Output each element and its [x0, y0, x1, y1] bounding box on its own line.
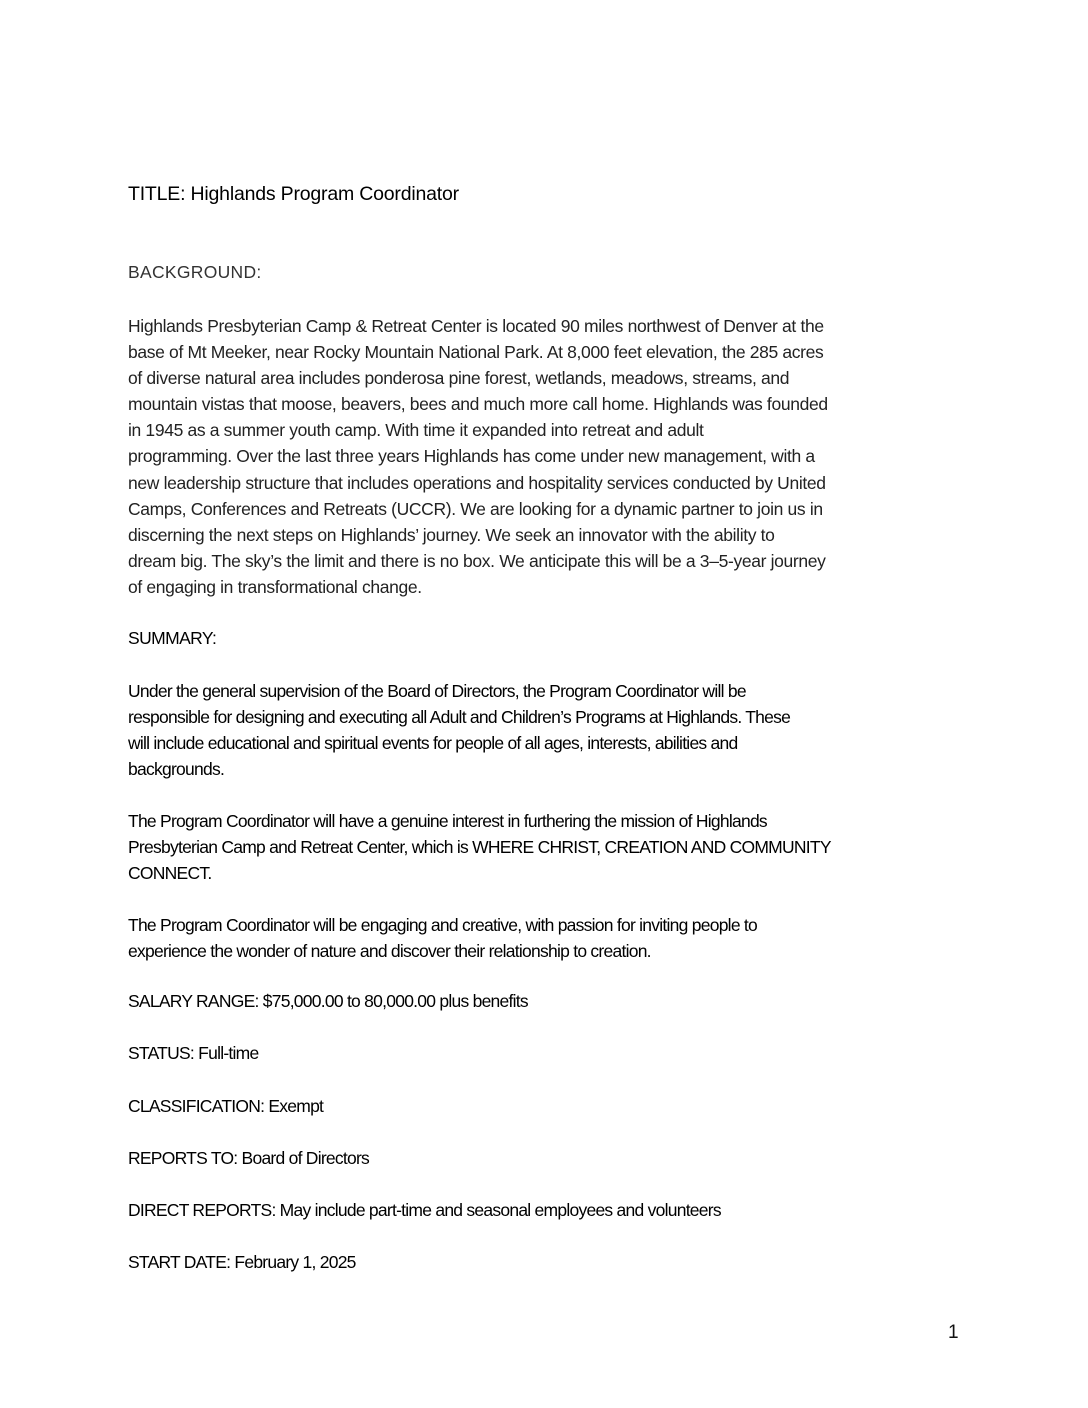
- job-title: TITLE: Highlands Program Coordinator: [128, 183, 459, 205]
- summary-paragraph-mission: [128, 808, 831, 886]
- text-line: programming. Over the last three years Highlands has come under new management, with a: [128, 446, 815, 467]
- direct-reports-field: DIRECT REPORTS: May include part-time and seasonal employees and volunteers: [128, 1200, 721, 1220]
- text-line: backgrounds.: [128, 759, 225, 780]
- summary-paragraph-creative: [128, 912, 757, 964]
- text-line: of engaging in transformational change.: [128, 576, 422, 597]
- text-line: will include educational and spiritual events for people of all ages, interests, abilities and: [128, 733, 738, 754]
- summary-heading: SUMMARY:: [128, 628, 217, 648]
- background-heading: BACKGROUND:: [128, 262, 262, 282]
- salary-range-field: SALARY RANGE: $75,000.00 to 80,000.00 plus benefits: [128, 991, 528, 1011]
- start-date-field: START DATE: February 1, 2025: [128, 1252, 356, 1272]
- text-line: dream big. The sky’s the limit and there is no box. We anticipate this will be a 3–5-year journey: [128, 550, 826, 571]
- text-line: CONNECT.: [128, 863, 212, 884]
- text-line: Presbyterian Camp and Retreat Center, which is WHERE CHRIST, CREATION AND COMMUNITY: [128, 837, 831, 858]
- text-line: base of Mt Meeker, near Rocky Mountain National Park. At 8,000 feet elevation, the 285 acres: [128, 342, 824, 363]
- text-line: Camps, Conferences and Retreats (UCCR). We are looking for a dynamic partner to join us in: [128, 498, 823, 519]
- text-line: new leadership structure that includes operations and hospitality services conducted by United: [128, 472, 826, 493]
- classification-field: CLASSIFICATION: Exempt: [128, 1096, 324, 1116]
- reports-to-field: REPORTS TO: Board of Directors: [128, 1148, 370, 1168]
- summary-paragraph-supervision: [128, 678, 790, 782]
- text-line: Under the general supervision of the Board of Directors, the Program Coordinator will be: [128, 681, 746, 701]
- text-line: The Program Coordinator will be engaging and creative, with passion for inviting people to: [128, 915, 758, 935]
- text-line: The Program Coordinator will have a genuine interest in furthering the mission of Highlands: [128, 811, 767, 831]
- text-line: Highlands Presbyterian Camp & Retreat Center is located 90 miles northwest of Denver at the: [128, 316, 824, 336]
- text-line: of diverse natural area includes ponderosa pine forest, wetlands, meadows, streams, and: [128, 368, 790, 389]
- page-number: 1: [948, 1322, 959, 1343]
- status-field: STATUS: Full-time: [128, 1043, 259, 1063]
- text-line: in 1945 as a summer youth camp. With time it expanded into retreat and adult: [128, 420, 704, 441]
- text-line: mountain vistas that moose, beavers, bees and much more call home. Highlands was founded: [128, 394, 828, 415]
- text-line: discerning the next steps on Highlands’ journey. We seek an innovator with the ability to: [128, 524, 775, 545]
- text-line: experience the wonder of nature and discover their relationship to creation.: [128, 941, 651, 962]
- background-paragraph: [128, 313, 968, 600]
- text-line: responsible for designing and executing all Adult and Children’s Programs at Highlands. These: [128, 707, 791, 728]
